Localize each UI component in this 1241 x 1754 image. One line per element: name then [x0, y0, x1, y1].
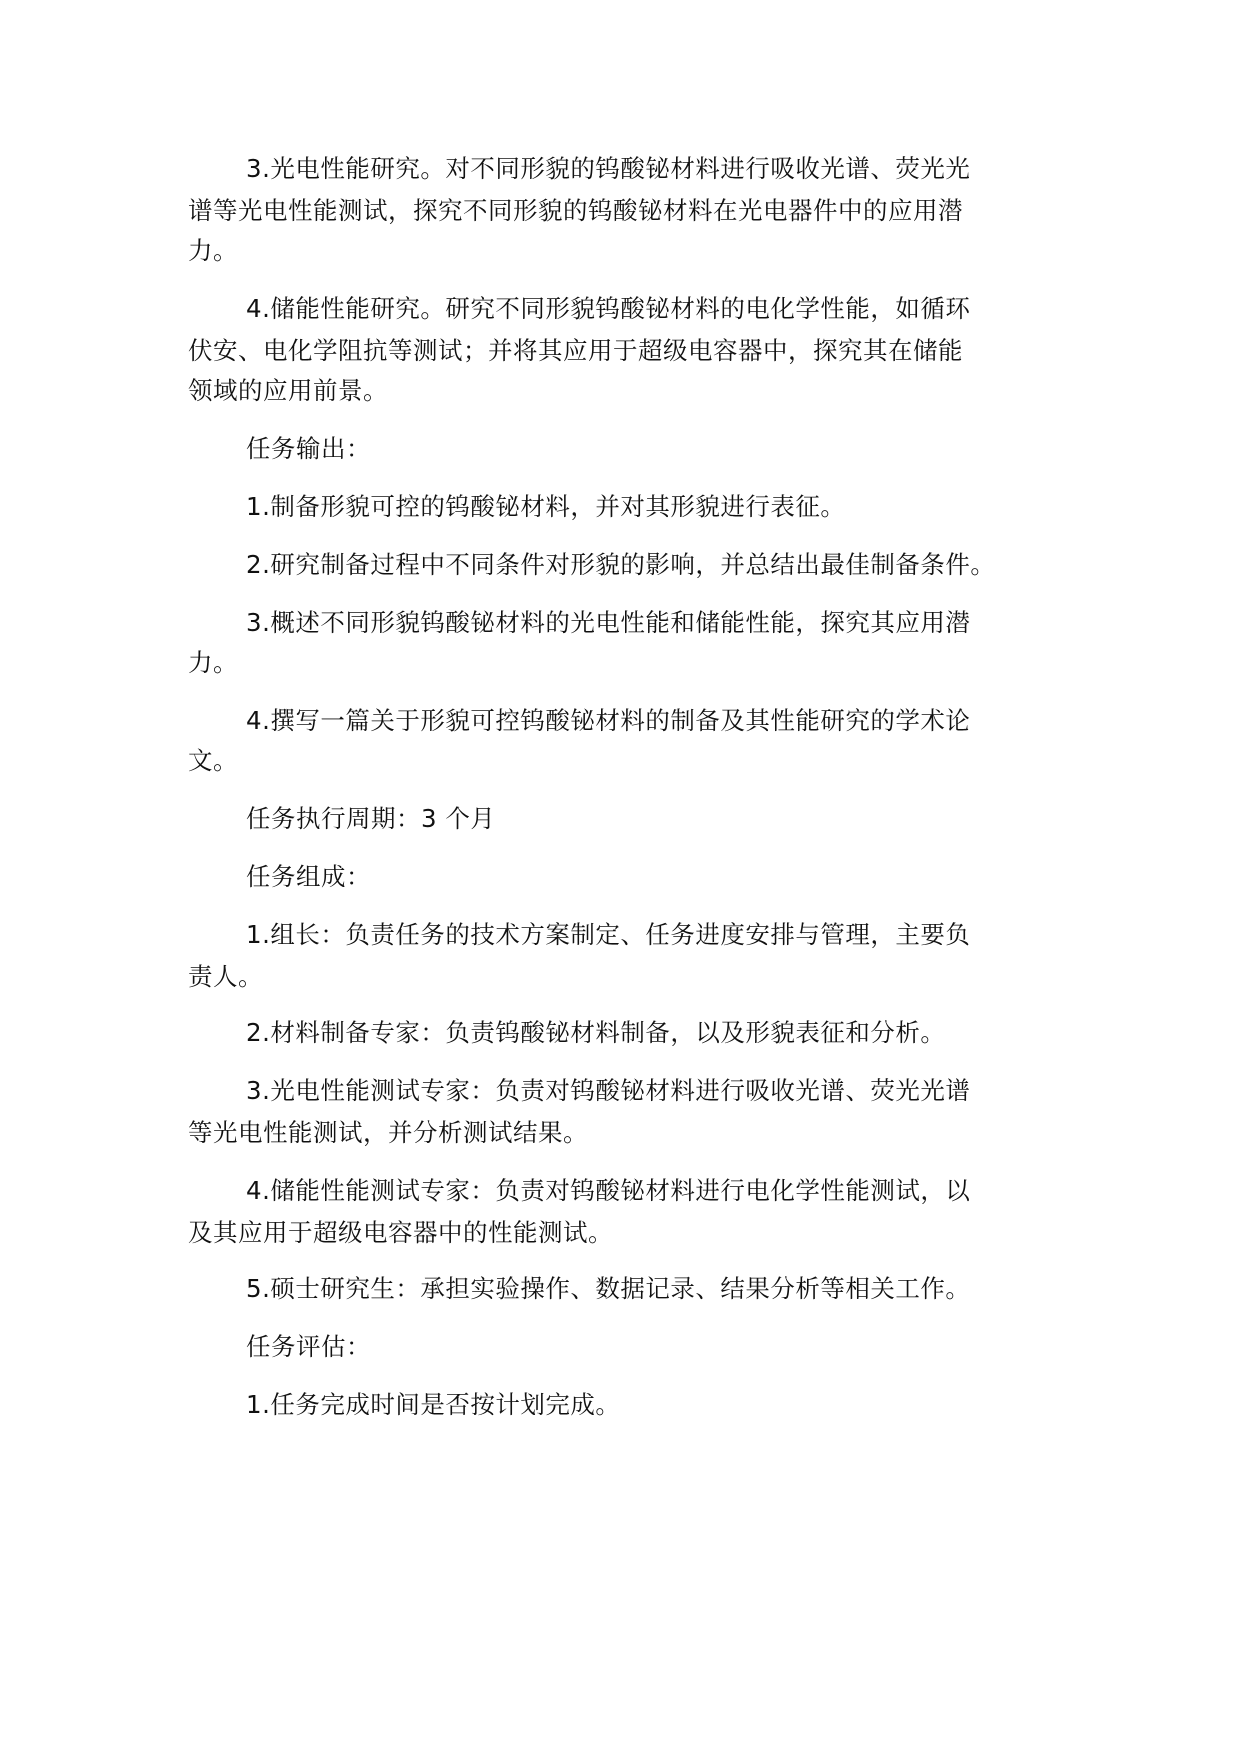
paragraph-line: 3.概述不同形貌钨酸铋材料的光电性能和储能性能，探究其应用潜	[246, 608, 971, 637]
paragraph-line: 3.光电性能研究。对不同形貌的钨酸铋材料进行吸收光谱、荧光光	[246, 154, 971, 183]
paragraph-line: 4.储能性能研究。研究不同形貌钨酸铋材料的电化学性能，如循环	[246, 294, 971, 323]
paragraph-line: 1.任务完成时间是否按计划完成。	[246, 1390, 621, 1419]
paragraph-line: 1.制备形貌可控的钨酸铋材料，并对其形貌进行表征。	[246, 492, 846, 521]
paragraph-line: 力。	[188, 236, 238, 265]
paragraph-line: 4.储能性能测试专家：负责对钨酸铋材料进行电化学性能测试，以	[246, 1176, 971, 1205]
paragraph-line: 力。	[188, 648, 238, 677]
section-heading: 任务执行周期：3 个月	[246, 804, 496, 833]
section-heading: 任务评估：	[246, 1332, 371, 1361]
paragraph-line: 2.研究制备过程中不同条件对形貌的影响，并总结出最佳制备条件。	[246, 550, 996, 579]
section-heading: 任务输出：	[246, 434, 371, 463]
paragraph-line: 5.硕士研究生：承担实验操作、数据记录、结果分析等相关工作。	[246, 1274, 971, 1303]
paragraph-line: 伏安、电化学阻抗等测试；并将其应用于超级电容器中，探究其在储能	[188, 336, 963, 365]
paragraph-line: 3.光电性能测试专家：负责对钨酸铋材料进行吸收光谱、荧光光谱	[246, 1076, 971, 1105]
paragraph-line: 及其应用于超级电容器中的性能测试。	[188, 1218, 613, 1247]
paragraph-line: 文。	[188, 746, 238, 775]
paragraph-line: 领域的应用前景。	[188, 376, 388, 405]
paragraph-line: 1.组长：负责任务的技术方案制定、任务进度安排与管理，主要负	[246, 920, 971, 949]
paragraph-line: 谱等光电性能测试，探究不同形貌的钨酸铋材料在光电器件中的应用潜	[188, 196, 963, 225]
section-heading: 任务组成：	[246, 862, 371, 891]
paragraph-line: 2.材料制备专家：负责钨酸铋材料制备，以及形貌表征和分析。	[246, 1018, 946, 1047]
paragraph-line: 等光电性能测试，并分析测试结果。	[188, 1118, 588, 1147]
paragraph-line: 责人。	[188, 962, 263, 991]
paragraph-line: 4.撰写一篇关于形貌可控钨酸铋材料的制备及其性能研究的学术论	[246, 706, 971, 735]
